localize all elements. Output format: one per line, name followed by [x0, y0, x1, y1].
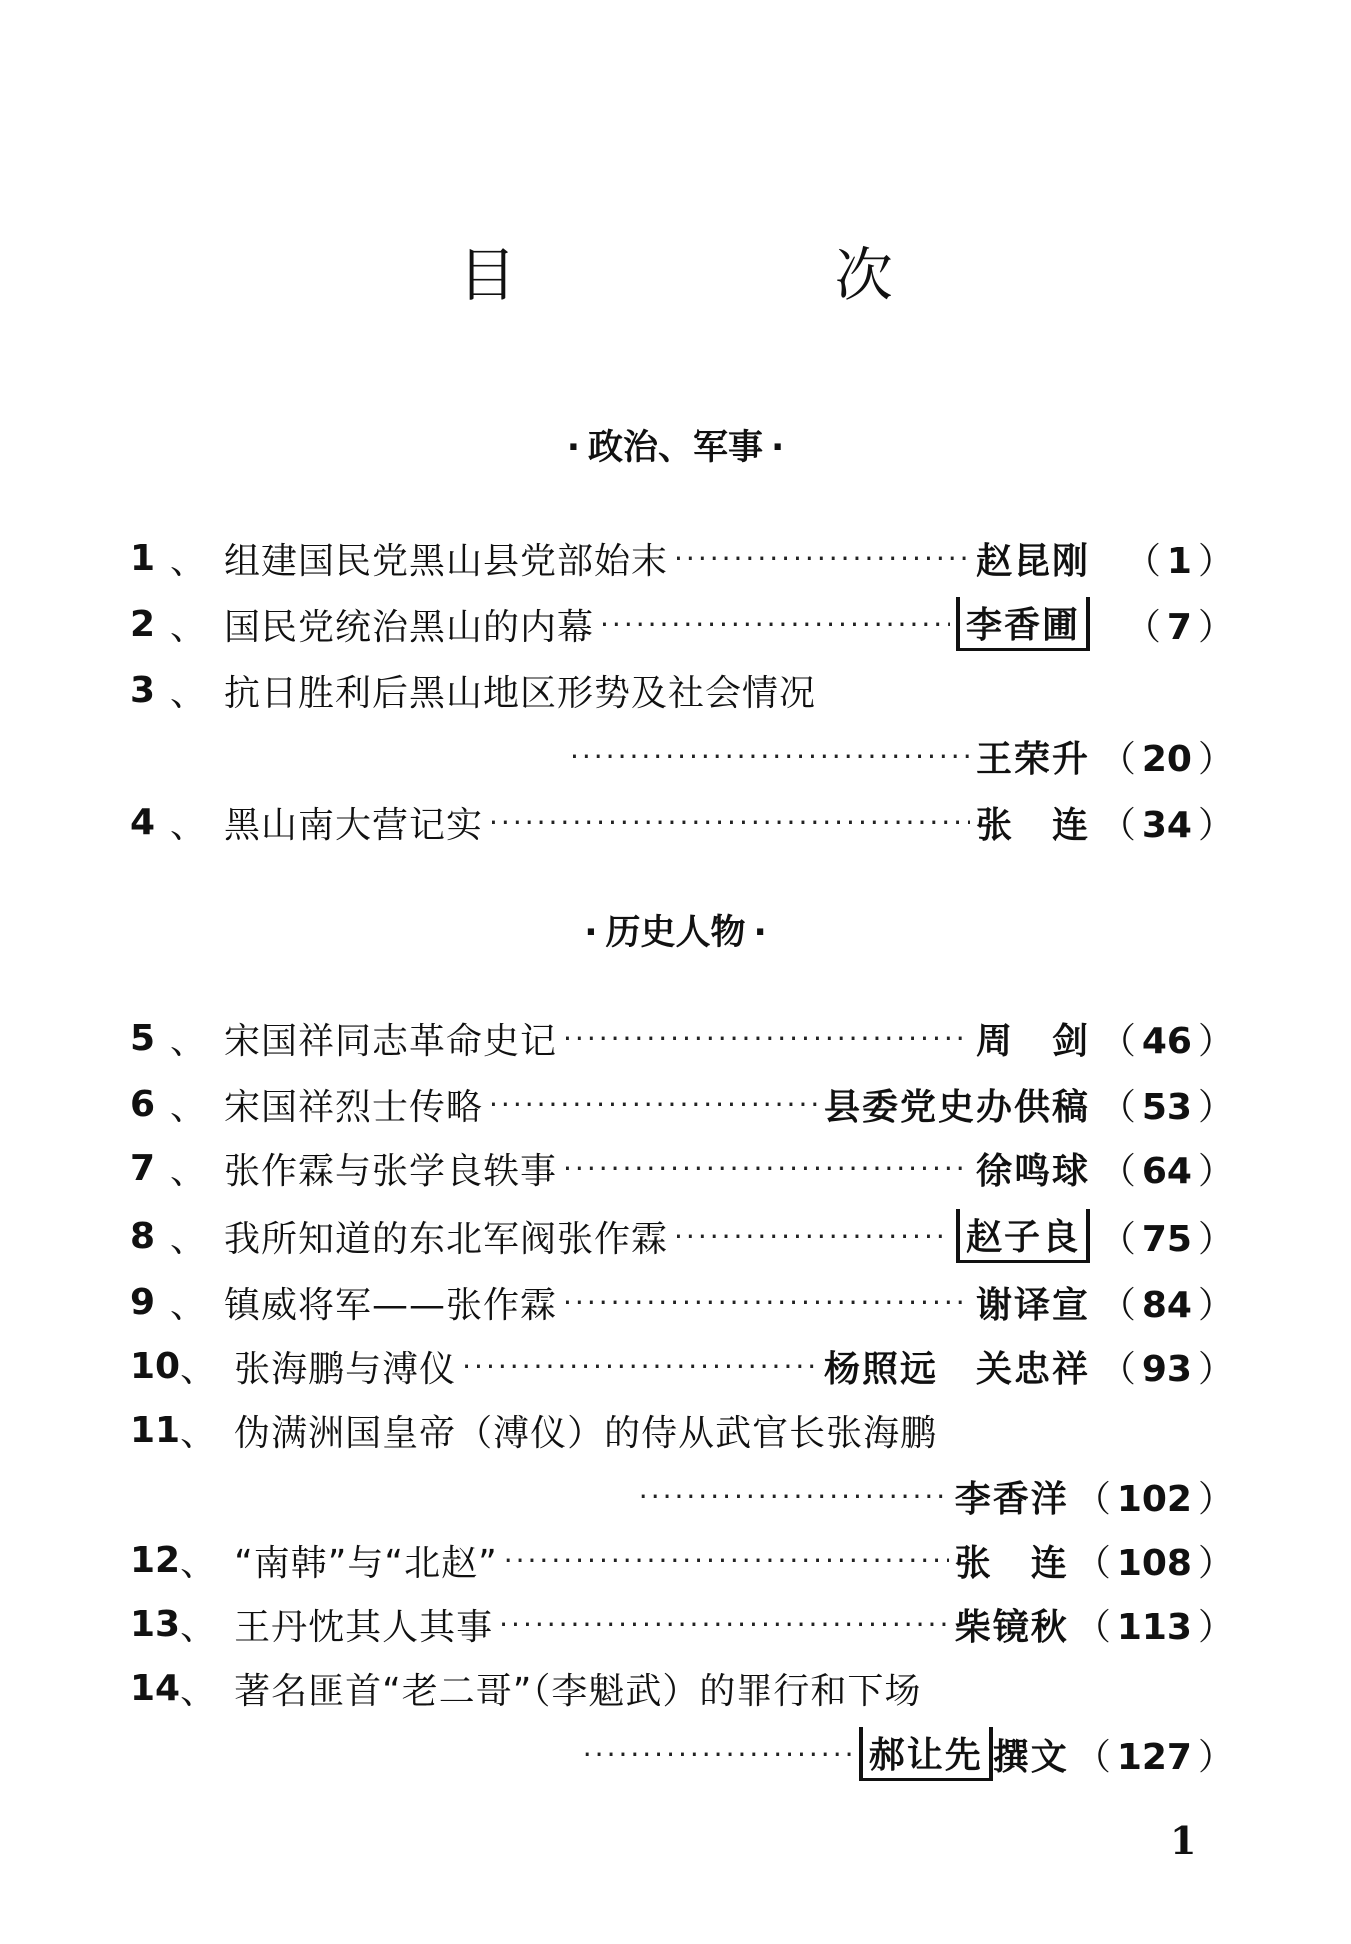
toc-entry[interactable] [130, 662, 1240, 718]
toc-entry[interactable] [130, 1338, 1240, 1394]
toc-entry[interactable] [130, 1274, 1240, 1330]
entry-title: 伪满洲国皇帝（溥仪）的侍从武官长张海鹏 [234, 1412, 938, 1454]
entry-author: 李香洋 [954, 1478, 1069, 1520]
entry-separator: 、 [170, 1284, 207, 1326]
toc-entry[interactable] [130, 1076, 1240, 1132]
entry-number: 1 [130, 537, 156, 579]
toc-entry[interactable] [130, 1140, 1240, 1196]
entry-author: 张 连 [975, 804, 1090, 846]
entry-number: 11 [130, 1409, 181, 1451]
entry-separator: 、 [180, 1606, 217, 1648]
page-title: 目 次 [458, 241, 1043, 309]
entry-separator: 、 [170, 1150, 207, 1192]
section-heading-politics [0, 420, 1351, 470]
entry-title: 张作霖与张学良轶事 [224, 1150, 558, 1192]
entry-author: 谢译宣 [975, 1284, 1090, 1326]
entry-number: 12 [130, 1539, 181, 1581]
entry-page: （ 7 ） [1124, 606, 1234, 648]
toc-entry[interactable] [130, 794, 1240, 850]
toc-entry[interactable] [130, 596, 1240, 652]
toc-entry-continuation[interactable] [130, 1726, 1240, 1782]
entry-number: 14 [130, 1667, 181, 1709]
entry-page: （ 34 ） [1099, 804, 1234, 846]
dot-leader [600, 608, 950, 641]
entry-separator: 、 [170, 672, 207, 714]
dot-leader [489, 806, 970, 839]
page-number: 1 [1170, 1818, 1197, 1863]
dot-leader [639, 1480, 949, 1513]
entry-separator: 、 [170, 804, 207, 846]
bullet-dot: · [566, 428, 580, 468]
entry-title: 王丹忱其人其事 [234, 1606, 494, 1648]
entry-page: （ 75 ） [1099, 1218, 1234, 1260]
entry-author: 柴镜秋 [954, 1606, 1069, 1648]
entry-author-suffix: 撰文 [992, 1736, 1069, 1778]
toc-entry-continuation[interactable] [130, 1468, 1240, 1524]
toc-entry[interactable] [130, 1010, 1240, 1066]
entry-page: （ 20 ） [1099, 738, 1234, 780]
entry-author: 张 连 [954, 1542, 1069, 1584]
bullet-dot: · [753, 913, 767, 953]
entry-page: （ 127 ） [1074, 1736, 1234, 1778]
entry-page: （ 93 ） [1099, 1348, 1234, 1390]
dot-leader [563, 1286, 970, 1319]
entry-separator: 、 [170, 606, 207, 648]
entry-number: 4 [130, 801, 156, 843]
entry-number: 9 [130, 1281, 156, 1323]
entry-page: （ 113 ） [1074, 1606, 1234, 1648]
entry-title: 张海鹏与溥仪 [234, 1348, 457, 1390]
entry-author: 赵昆刚 [975, 540, 1090, 582]
entry-separator: 、 [170, 540, 207, 582]
entry-number: 10 [130, 1345, 181, 1387]
dot-leader [674, 1220, 950, 1253]
entry-page: （ 46 ） [1099, 1020, 1234, 1062]
entry-separator: 、 [180, 1412, 217, 1454]
entry-page: （ 84 ） [1099, 1284, 1234, 1326]
entry-page: （ 108 ） [1074, 1542, 1234, 1584]
entry-page: （ 53 ） [1099, 1086, 1234, 1128]
section-label: 政治、军事 [587, 428, 763, 468]
entry-separator: 、 [180, 1670, 217, 1712]
entry-author-deceased-box: 赵子良 [956, 1209, 1090, 1263]
toc-entry-continuation[interactable] [130, 728, 1240, 784]
entry-author: 王荣升 [975, 738, 1090, 780]
entry-page: （ 102 ） [1074, 1478, 1234, 1520]
dot-leader [489, 1088, 818, 1121]
toc-entry[interactable] [130, 1532, 1240, 1588]
toc-entry[interactable] [130, 530, 1240, 586]
toc-entry[interactable] [130, 1596, 1240, 1652]
entry-author: 徐鸣球 [975, 1150, 1090, 1192]
entry-separator: 、 [170, 1086, 207, 1128]
entry-number: 5 [130, 1017, 156, 1059]
entry-separator: 、 [170, 1218, 207, 1260]
entry-title: 宋国祥烈士传略 [224, 1086, 484, 1128]
entry-number: 8 [130, 1215, 156, 1257]
entry-separator: 、 [180, 1348, 217, 1390]
section-heading-figures [0, 905, 1351, 955]
entry-title: 国民党统治黑山的内幕 [224, 606, 595, 648]
dot-leader [674, 542, 970, 575]
entry-number: 13 [130, 1603, 181, 1645]
bullet-dot: · [771, 428, 785, 468]
entry-number: 2 [130, 603, 156, 645]
toc-entry[interactable] [130, 1660, 1240, 1716]
entry-author: 杨照远 关忠祥 [823, 1348, 1090, 1390]
entry-number: 6 [130, 1083, 156, 1125]
entry-title: 宋国祥同志革命史记 [224, 1020, 558, 1062]
entry-author: 县委党史办供稿 [823, 1086, 1090, 1128]
section-label: 历史人物 [605, 913, 746, 953]
entry-page: （ 64 ） [1099, 1150, 1234, 1192]
entry-author-deceased-box: 郝让先 [859, 1727, 993, 1781]
toc-entry[interactable] [130, 1402, 1240, 1458]
dot-leader [504, 1544, 949, 1577]
entry-title: 抗日胜利后黑山地区形势及社会情况 [224, 672, 817, 714]
bullet-dot: · [584, 913, 598, 953]
entry-title: 组建国民党黑山县党部始末 [224, 540, 669, 582]
entry-title: 镇威将军——张作霖 [224, 1284, 558, 1326]
entry-separator: 、 [180, 1542, 217, 1584]
entry-separator: 、 [170, 1020, 207, 1062]
entry-title: 黑山南大营记实 [224, 804, 484, 846]
entry-title: 著名匪首“老二哥”（李魁武）的罪行和下场 [234, 1670, 922, 1712]
entry-author: 周 剑 [975, 1020, 1090, 1062]
entry-title: 我所知道的东北军阀张作霖 [224, 1218, 669, 1260]
dot-leader [570, 740, 970, 773]
dot-leader [462, 1350, 818, 1383]
dot-leader [583, 1738, 853, 1771]
entry-page: （ 1 ） [1124, 540, 1234, 582]
entry-author-deceased-box: 李香圃 [956, 597, 1090, 651]
dot-leader [563, 1152, 970, 1185]
entry-number: 3 [130, 669, 156, 711]
toc-entry[interactable] [130, 1208, 1240, 1264]
dot-leader [563, 1022, 970, 1055]
dot-leader [499, 1608, 949, 1641]
entry-title: “南韩”与“北赵” [234, 1542, 498, 1584]
entry-number: 7 [130, 1147, 156, 1189]
